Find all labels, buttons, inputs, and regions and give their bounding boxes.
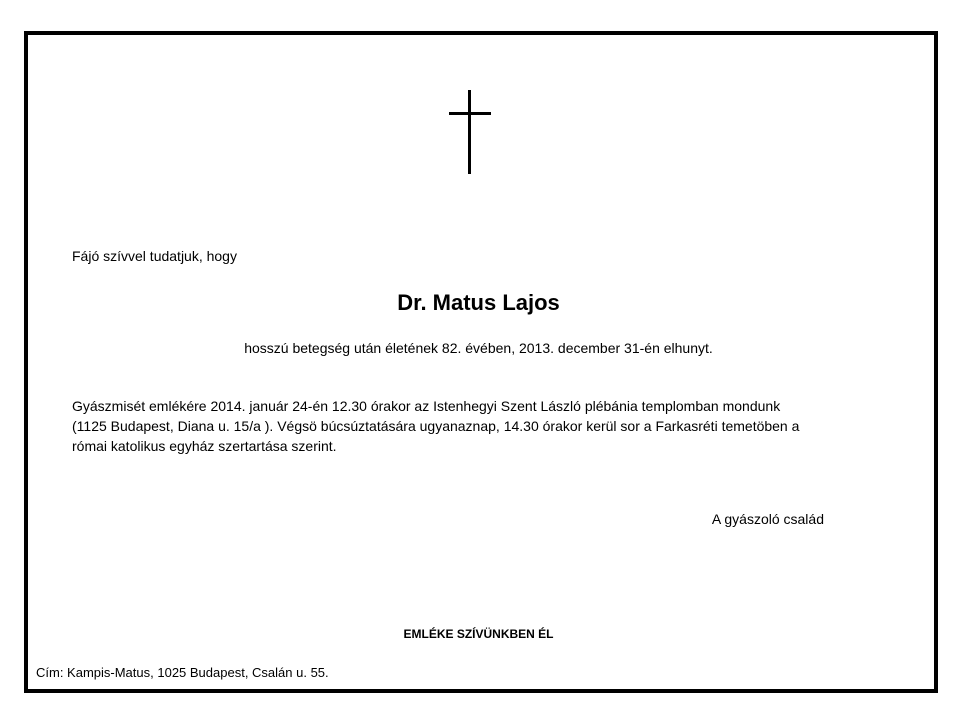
funeral-line: Gyászmisét emlékére 2014. január 24-én 12.30 órakor az Istenhegyi Szent László plébánia templomban mondunk <box>72 398 781 414</box>
deceased-name: Dr. Matus Lajos <box>397 290 560 315</box>
funeral-line: (1125 Budapest, Diana u. 15/a ). Végsö búcsúztatására ugyanaznap, 14.30 órakor kerül sor a Farkasréti temetöben a <box>72 418 800 434</box>
signature: A gyászoló család <box>711 511 824 527</box>
contact-address: Cím: Kampis-Matus, 1025 Budapest, Csalán u. 55. <box>36 665 329 680</box>
cross-icon <box>449 90 491 174</box>
funeral-details <box>72 396 842 456</box>
opening-line: Fájó szívvel tudatjuk, hogy <box>72 248 237 264</box>
memorial-line: EMLÉKE SZÍVÜNKBEN ÉL <box>403 627 554 641</box>
funeral-line: római katolikus egyház szertartása szerint. <box>72 438 337 454</box>
death-info: hosszú betegség után életének 82. évében, 2013. december 31-én elhunyt. <box>244 340 713 356</box>
